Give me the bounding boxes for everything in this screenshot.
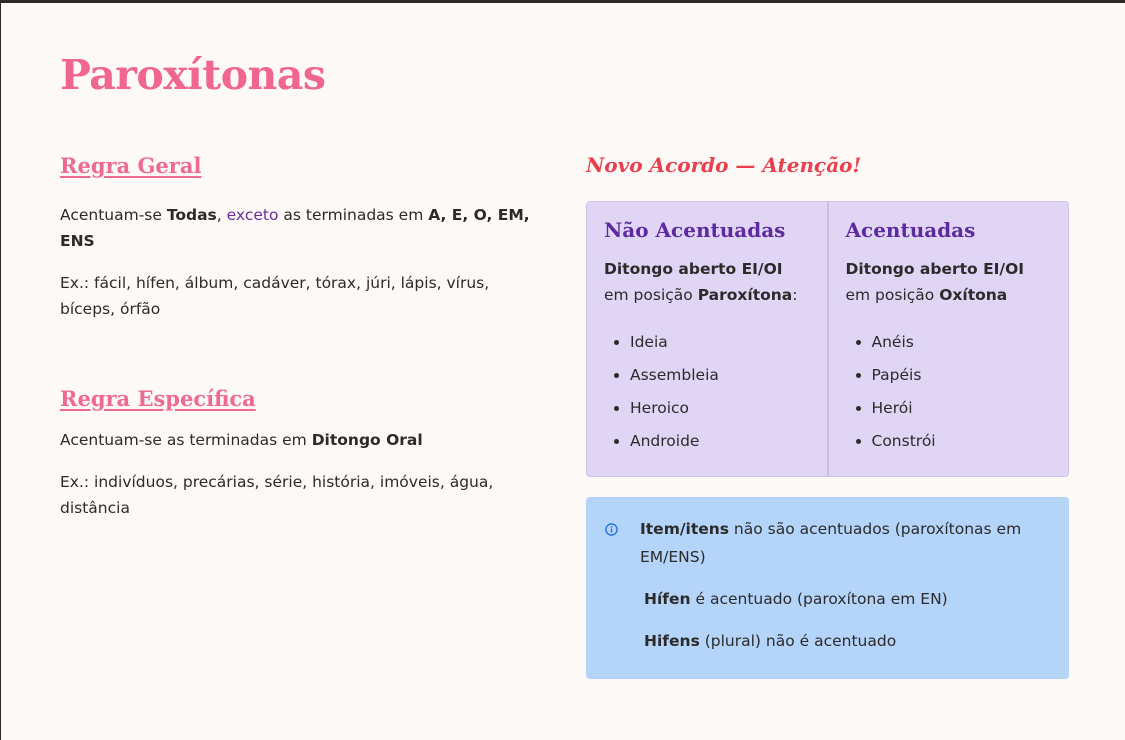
regra-geral-section [60,153,540,322]
desc-text: em posição [845,286,940,304]
exceto-word: exceto [226,206,279,224]
nao-acentuadas-column [587,202,827,476]
regra-especifica-heading: Regra Específica [60,386,256,411]
regra-especifica-section [60,386,540,521]
left-column [60,153,540,521]
desc-text: em posição [604,286,698,304]
callout-bold: Hifens [644,632,700,650]
list-item: • Papéis [872,359,1053,392]
desc-text: : [792,286,798,304]
rule-text: , [216,206,227,224]
list-item: • Assembleia [630,359,811,392]
rule-text: as terminadas em [278,206,429,224]
comparison-columns [586,201,1069,477]
novo-acordo-heading: Novo Acordo — Atenção! [586,153,862,177]
acentuadas-desc [846,256,1053,308]
nao-acentuadas-title: Não Acentuadas [604,218,786,242]
acentuadas-list [846,326,1053,458]
rule-bold: Todas [166,206,217,224]
nao-acentuadas-desc [604,256,811,308]
callout-text: não são acentuados (paroxítonas em EM/ENS) [640,520,1022,566]
rule-bold: A, E, O, EM, ENS [60,206,530,250]
callout-line-2 [644,585,1049,613]
acentuadas-title: Acentuadas [845,218,976,242]
regra-geral-rule [60,202,540,254]
callout-line-1 [640,515,1049,571]
regra-geral-heading: Regra Geral [60,153,202,178]
callout-text: (plural) não é acentuado [699,632,897,650]
page-title: Paroxítonas [60,51,326,99]
rule-bold: Ditongo Oral [311,431,423,449]
regra-especifica-rule [60,427,540,453]
rule-text: Acentuam-se [60,206,167,224]
right-column [586,153,1069,679]
list-item: • Constrói [872,425,1053,458]
desc-bold: Ditongo aberto EI/OI [845,260,1025,278]
callout-line-3 [644,627,1049,655]
nao-acentuadas-list [604,326,811,458]
desc-bold: Oxítona [939,286,1008,304]
list-item: • Heroico [630,392,811,425]
list-item: • Androide [630,425,811,458]
desc-bold: Paroxítona [697,286,793,304]
info-callout [586,497,1069,679]
desc-bold: Ditongo aberto EI/OI [604,260,783,278]
acentuadas-column [827,202,1069,476]
callout-bold: Hífen [644,590,691,608]
callout-bold: Item/itens [640,520,729,538]
list-item: • Anéis [872,326,1053,359]
regra-especifica-example: Ex.: indivíduos, precárias, série, história, imóveis, água, distância [60,473,494,517]
info-icon [605,523,618,536]
rule-text: Acentuam-se as terminadas em [60,431,312,449]
regra-geral-example: Ex.: fácil, hífen, álbum, cadáver, tórax, júri, lápis, vírus, bíceps, órfão [60,274,490,318]
list-item: • Ideia [630,326,811,359]
list-item: • Herói [872,392,1053,425]
callout-text: é acentuado (paroxítona em EN) [690,590,948,608]
